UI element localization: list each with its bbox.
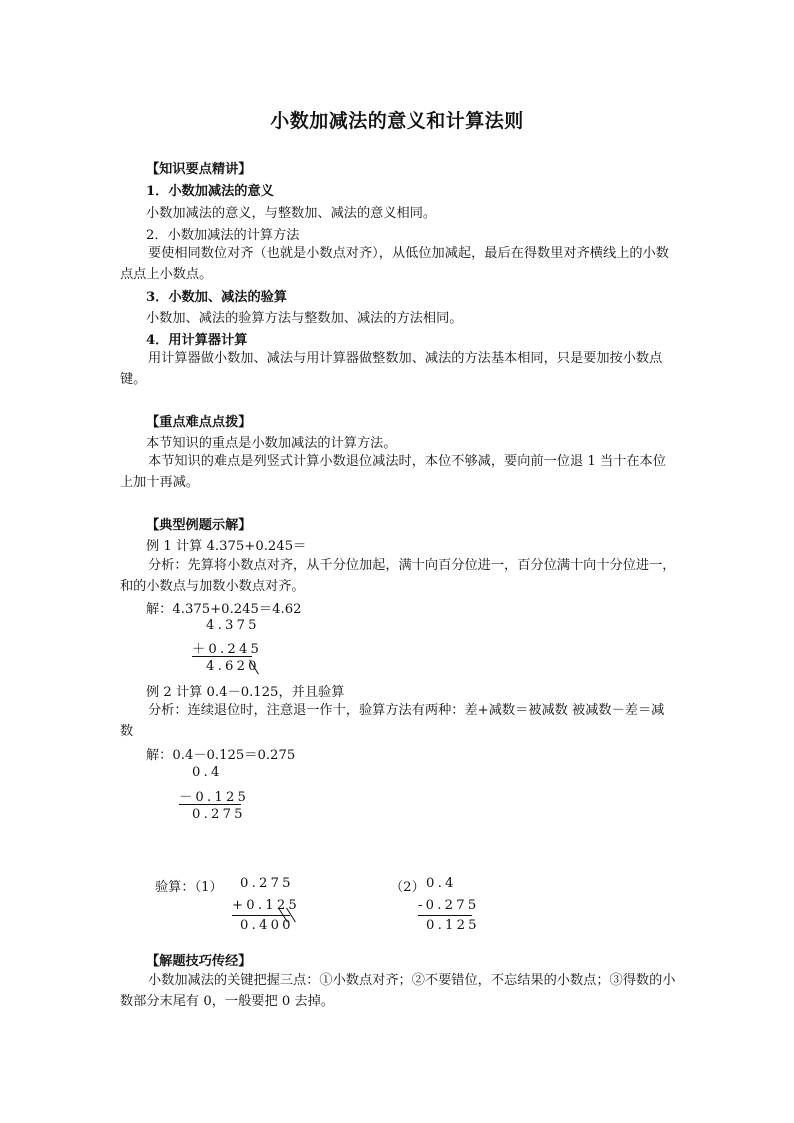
check-1-difference: 0.275 [240, 876, 294, 891]
check-1-result: 0.400 [240, 918, 294, 933]
example-1-vertical-addend-1: 4.375 [206, 618, 260, 633]
check-1-subtrahend: +0.125 [232, 898, 301, 913]
check-label: 验算：（1） [155, 880, 223, 895]
point-4-heading: 4．用计算器计算 [146, 333, 248, 348]
point-1-text: 小数加减法的意义，与整数加、减法的意义相同。 [146, 206, 437, 221]
check-2-minuend: 0.4 [426, 876, 457, 891]
tips-text: 小数加减法的关键把握三点：①小数点对齐；②不要错位，不忘结果的小数点；③得数的小数部分末尾有 0，一般要把 0 去掉。 [120, 973, 676, 1009]
example-1-analysis: 分析：先算将小数点对齐，从千分位加起，满十向百分位进一，百分位满十向十分位进一，和的小数点与加数小数点对齐。 [120, 558, 676, 594]
point-2-heading: 2．小数加减法的计算方法 [146, 228, 300, 243]
example-2-difference-line [179, 804, 241, 805]
example-2-vertical-difference: 0.275 [192, 807, 246, 822]
page-title: 小数加减法的意义和计算法则 [270, 110, 524, 132]
example-1-vertical-sum: 4.620 [206, 659, 260, 674]
example-2-vertical-minuend: 0.4 [192, 765, 223, 780]
point-3-heading: 3．小数加、减法的验算 [146, 290, 288, 305]
example-1-vertical-addend-2: ＋0.245 [192, 642, 263, 657]
section-heading-examples: 【典型例题示解】 [146, 518, 252, 533]
point-3-text: 小数加、减法的验算方法与整数加、减法的方法相同。 [146, 311, 463, 326]
check-1-sum-line [232, 915, 290, 916]
check-2-difference-line [418, 915, 472, 916]
section-heading-key-points: 【重点难点点拨】 [146, 415, 252, 430]
example-2-solution: 解：0.4－0.125＝0.275 [146, 748, 296, 763]
example-1-solution: 解：4.375+0.245＝4.62 [146, 602, 302, 617]
example-1-sum-line [192, 656, 252, 657]
point-4-text: 用计算器做小数加、减法与用计算器做整数加、减法的方法基本相同，只是要加按小数点键。 [120, 351, 663, 387]
example-2-vertical-subtrahend: －0.125 [179, 790, 250, 805]
check-2-result: 0.125 [426, 918, 480, 933]
key-point-text: 本节知识的重点是小数加减法的计算方法。 [146, 436, 397, 451]
check-2-label: （2） [390, 880, 425, 895]
difficult-point-text: 本节知识的难点是列竖式计算小数退位减法时，本位不够减，要向前一位退 1 当十在本位上加十再减。 [120, 454, 666, 490]
section-heading-tips: 【解题技巧传经】 [146, 954, 252, 969]
point-1-heading: 1．小数加减法的意义 [146, 184, 274, 199]
example-2-analysis: 分析：连续退位时，注意退一作十，验算方法有两种：差+减数＝被减数 被减数－差＝减数 [120, 703, 665, 739]
check-2-subtrahend: -0.275 [418, 898, 480, 913]
example-1-question: 例 1 计算 4.375+0.245＝ [146, 539, 307, 554]
point-2-text: 要使相同数位对齐（也就是小数点对齐），从低位加减起，最后在得数里对齐横线上的小数点点上小数点。 [120, 246, 669, 282]
section-heading-knowledge: 【知识要点精讲】 [146, 162, 252, 177]
example-2-question: 例 2 计算 0.4－0.125，并且验算 [146, 685, 345, 700]
